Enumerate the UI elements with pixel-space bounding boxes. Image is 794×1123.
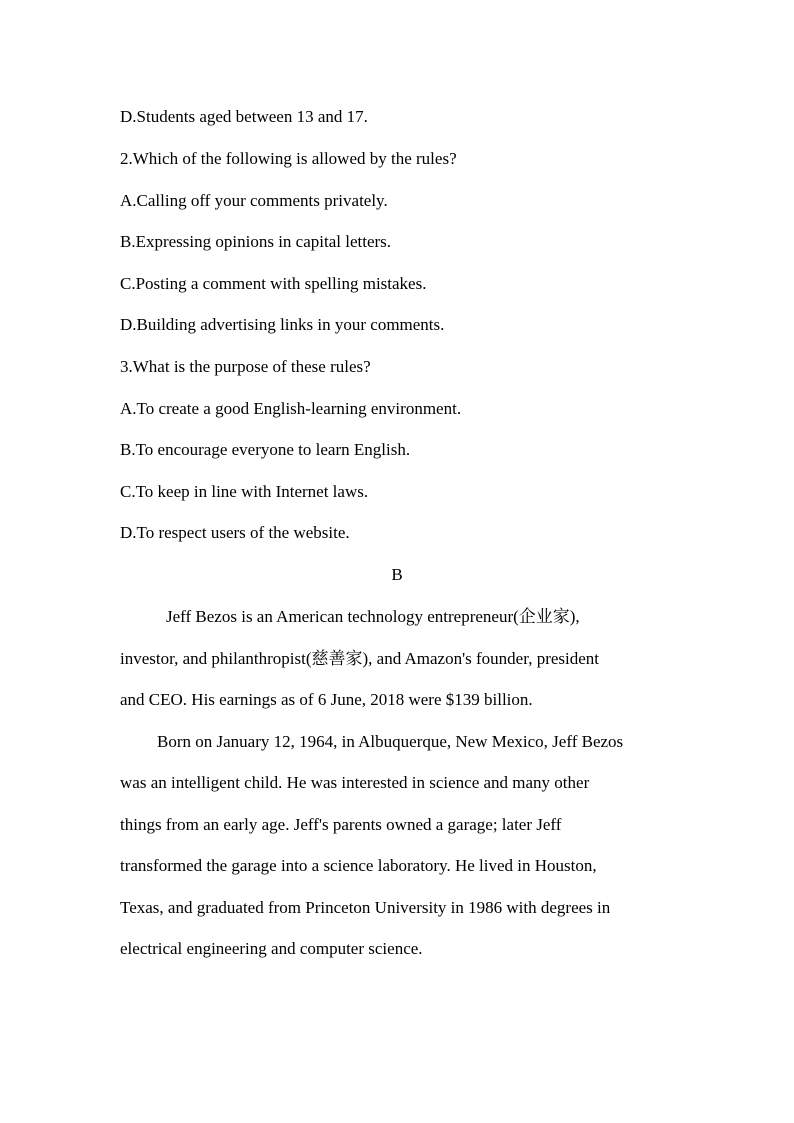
q1-option-d: D.Students aged between 13 and 17. [120, 107, 368, 126]
passage-line: and CEO. His earnings as of 6 June, 2018 were $139 billion. [120, 690, 533, 709]
passage-line: transformed the garage into a science laboratory. He lived in Houston, [120, 856, 597, 875]
passage-line: investor, and philanthropist(慈善家), and Amazon's founder, president [120, 649, 600, 668]
passage-line: Born on January 12, 1964, in Albuquerque, New Mexico, Jeff Bezos [157, 732, 624, 751]
q2-stem: 2.Which of the following is allowed by the rules? [120, 149, 457, 168]
q2-option-a: A.Calling off your comments privately. [120, 191, 388, 210]
q3-option-c: C.To keep in line with Internet laws. [120, 482, 369, 501]
q3-stem: 3.What is the purpose of these rules? [120, 357, 371, 376]
q2-option-d: D.Building advertising links in your comments. [120, 315, 445, 334]
passage-line: electrical engineering and computer science. [120, 939, 423, 958]
q3-option-a: A.To create a good English-learning environment. [120, 399, 462, 418]
section-heading: B [391, 565, 403, 584]
passage-line: Texas, and graduated from Princeton University in 1986 with degrees in [120, 898, 611, 917]
q2-option-b: B.Expressing opinions in capital letters. [120, 232, 392, 251]
passage-line: things from an early age. Jeff's parents owned a garage; later Jeff [120, 815, 562, 834]
q3-option-d: D.To respect users of the website. [120, 523, 350, 542]
q3-option-b: B.To encourage everyone to learn English. [120, 440, 411, 459]
passage-line: was an intelligent child. He was interested in science and many other [120, 773, 590, 792]
q2-option-c: C.Posting a comment with spelling mistakes. [120, 274, 427, 293]
passage-line: Jeff Bezos is an American technology entrepreneur(企业家), [166, 607, 580, 626]
